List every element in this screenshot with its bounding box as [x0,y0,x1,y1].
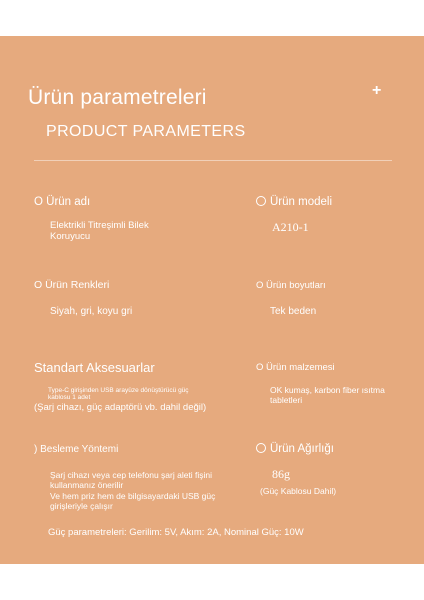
accessories-label: Standart Aksesuarlar [34,360,155,375]
product-model-value: A210-1 [272,220,309,234]
accessories-item: Type-C girişinden USB arayüze dönüştürücü güç kablosu 1 adet [48,387,189,401]
product-size-value: Tek beden [270,306,317,317]
power-method-value-2: Ve hem priz hem de bilgisayardaki USB güç girişleriyle çalışır [50,491,216,511]
circle-icon [256,196,266,206]
accessories-note: (Şarj cihazı, güç adaptörü vb. dahil değil) [34,402,207,413]
product-weight-value: 86g [272,467,290,481]
product-model-label [256,196,332,208]
product-weight-label-text: Ürün Ağırlığı [270,443,334,455]
product-colors-label: O Ürün Renkleri [34,279,110,291]
power-parameters: Güç parametreleri: Gerilim: 5V, Akım: 2A, Nominal Güç: 10W [48,527,304,538]
product-size-label: O Ürün boyutları [256,280,326,291]
product-material-value: OK kumaş, karbon fiber ısıtma tabletleri [270,385,385,405]
power-method-value-1: Şarj cihazı veya cep telefonu şarj aleti fişini kullanmanız önerilir [50,470,213,490]
circle-icon [256,443,266,453]
product-name-label: O Ürün adı [34,196,91,208]
page-title: Ürün parametreleri [28,86,207,109]
plus-icon[interactable]: + [372,82,382,99]
product-weight-note: (Güç Kablosu Dahil) [260,486,337,496]
product-model-label-text: Ürün modeli [270,196,332,208]
divider [34,160,392,161]
product-parameters-panel [0,36,424,564]
product-name-value: Elektrikli Titreşimli Bilek Koruyucu [50,220,149,242]
page-subtitle: PRODUCT PARAMETERS [46,123,246,140]
power-method-label: ) Besleme Yöntemi [34,444,119,455]
product-material-label: O Ürün malzemesi [256,362,335,373]
product-colors-value: Siyah, gri, koyu gri [50,306,133,317]
product-weight-label [256,443,334,455]
